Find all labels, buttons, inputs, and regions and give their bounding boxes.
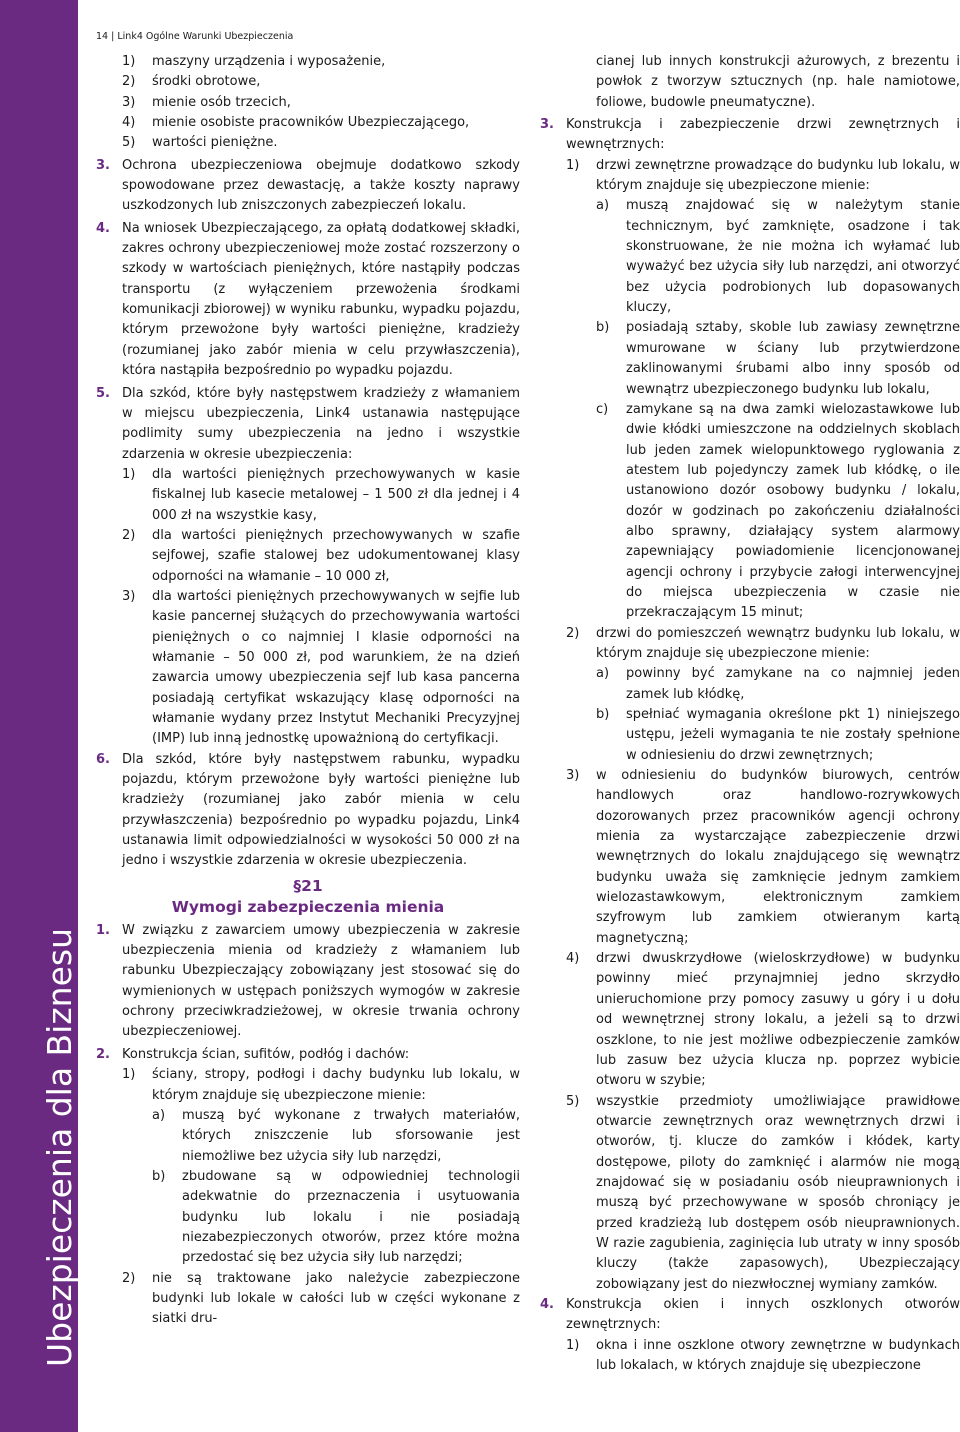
- sidebar-band: [0, 0, 78, 1432]
- paragraph-3: 3. Ochrona ubezpieczeniowa obejmuje dodatkowo szkody spowodowane przez dewastację, a także koszty naprawy uszkodzonych lub zniszczonych zabezpieczeń lokalu.: [96, 157, 520, 214]
- left-column: [96, 52, 520, 1330]
- list-item: 5) wartości pieniężne.: [122, 135, 278, 151]
- page-number: 14: [96, 31, 109, 42]
- list-item: 1) maszyny urządzenia i wyposażenie,: [122, 54, 386, 69]
- list-item: 2) nie są traktowane jako należycie zabezpieczone budynki lub lokale w całości lub w części wykonane z siatki dru-: [122, 1270, 520, 1327]
- paragraph-5-list: [96, 465, 520, 750]
- section-2-list: [96, 1065, 520, 1329]
- list-item: 3) dla wartości pieniężnych przechowywanych w sejfie lub kasie pancernej służących do przechowywania wartości pieniężnych o co najmniej I klasie odporności na włamanie – 50 000 zł, pod warunkiem, że na dzień zawarcia umowy ubezpieczenia sejf lub kasa pancerna posiadają certyfikat wskazujący klasę odporności na włamanie wydany przez Instytut Mechaniki Precyzyjnej (IMP) lub inną jednostkę upoważnioną do certyfikacji.: [122, 588, 520, 747]
- sub-list-item: b) zbudowane są w odpowiedniej technologii adekwatnie do przeznaczenia i usytuowania budynku lub lokalu i nie posiadają niezabezpieczonych otworów, przez które można przedostać się bez użycia siły lub narzędzi;: [152, 1168, 520, 1266]
- right-column: [540, 52, 960, 1376]
- sub-list-item: b) spełniać wymagania określone pkt 1) niniejszego ustępu, jeżeli wymagania te nie zostały spełnione w odniesieniu do drzwi zewnętrznych;: [596, 707, 960, 763]
- section-3-list: [540, 156, 960, 1295]
- sub-list: [566, 196, 960, 623]
- section-number: §21: [293, 876, 323, 895]
- paragraph-4: 4. Na wniosek Ubezpieczającego, za opłatą dodatkowej składki, zakres ochrony ubezpieczeniowej może zostać rozszerzony o szkody w wartościach pieniężnych, które nastąpiły podczas transportu (z wyłączeniem przewożenia środkami komunikacji zbiorowej) w wyniku rabunku, wypadku pojazdu, którym przewożone były wartości pieniężne, kradzieży (rozumianej jako zabór mienia w celu przywłaszczenia), która nastąpiła bezpośrednio po wypadku pojazdu.: [96, 220, 520, 379]
- list-item: 1) drzwi zewnętrzne prowadzące do budynku lub lokalu, w którym znajduje się ubezpieczone mienie:: [566, 157, 960, 194]
- top-list: [96, 52, 520, 154]
- list-item: 2) środki obrotowe,: [122, 74, 261, 90]
- list-item: 2) dla wartości pieniężnych przechowywanych w szafie sejfowej, szafie stalowej bez udokumentowanej klasy odporności na włamanie – 10 000 zł,: [122, 527, 520, 584]
- list-item: 5) wszystkie przedmioty umożliwiające prawidłowe otwarcie zewnętrznych oraz wewnętrznych drzwi i otworów, tj. klucze do zamków i kłódek, karty dostępowe, piloty do zamknięć i alarmów nie mogą znajdować się w posiadaniu osób nieuprawnionych i muszą być przechowywane w sposób chroniący je przed kradzieżą lub dostępem osób nieuprawnionych. W razie zagubienia, zaginięcia lub utraty w inny sposób kluczy (także zapasowych), Ubezpieczający zobowiązany jest do niezwłocznej wymiany zamków.: [566, 1093, 960, 1292]
- section-paragraph-4: 4. Konstrukcja okien i innych oszklonych otworów zewnętrznych:: [540, 1296, 960, 1333]
- section-4-list: [540, 1336, 960, 1377]
- sub-list-item: a) muszą być wykonane z trwałych materiałów, których zniszczenie lub sforsowanie jest niemożliwe bez użycia siły lub narzędzi,: [152, 1107, 520, 1164]
- sub-list: [566, 664, 960, 766]
- sub-list-item: a) powinny być zamykane na co najmniej jeden zamek lub kłódkę,: [596, 666, 960, 702]
- sub-list: [122, 1106, 520, 1269]
- paragraph-6: 6. Dla szkód, które były następstwem rabunku, wypadku pojazdu, którym przewożone były wartości pieniężne lub kradzieży (rozumianej jako zabór mienia w celu przywłaszczenia) bezpośrednio po wypadku pojazdu, Link4 ustanawia limit odpowiedzialności w wysokości 50 000 zł na jedno i wszystkie zdarzenia w okresie ubezpieczenia.: [96, 751, 520, 869]
- list-item: 1) okna i inne oszklone otwory zewnętrzne w budynkach lub lokalach, w których znajduje się ubezpieczone: [566, 1337, 960, 1373]
- section-title: Wymogi zabezpieczenia mienia: [171, 897, 445, 916]
- section-paragraph-2: 2. Konstrukcja ścian, sufitów, podłóg i dachów:: [96, 1046, 410, 1062]
- list-item: 4) mienie osobiste pracowników Ubezpieczającego,: [122, 115, 470, 131]
- page-header: [96, 31, 293, 42]
- list-item: 3) w odniesieniu do budynków biurowych, centrów handlowych oraz handlowo-rozrywkowych dozorowanych przez pracowników agencji ochrony mienia za wystarczające zabezpieczenie drzwi wewnętrznych do lokalu znajdującego się wewnątrz budynku uważa się zamknięcie jednym zamkiem wielozastawkowym, elektronicznym zamkiem szyfrowym lub zamkiem otwieranym kartą magnetyczną;: [566, 768, 960, 946]
- list-item: 1) dla wartości pieniężnych przechowywanych w kasie fiskalnej lub kasecie metalowej – 1 500 zł dla jednej i 4 000 zł na wszystkie kasy,: [122, 466, 520, 523]
- list-item: 3) mienie osób trzecich,: [122, 94, 291, 110]
- list-item: 2) drzwi do pomieszczeń wewnątrz budynku lub lokalu, w którym znajduje się ubezpieczone mienie:: [566, 625, 960, 661]
- sidebar-title: Ubezpieczenia dla Biznesu: [40, 928, 79, 1367]
- list-item: 4) drzwi dwuskrzydłowe (wieloskrzydłowe) w budynku powinny mieć przynajmniej jedno skrzydło unieruchomione przy pomocy zasuwy u góry i u dołu od wewnętrznej strony lokalu, a jeżeli są to drzwi oszklone, to nie jest możliwe odbezpieczenie zamków lub zasuw bez użycia klucza np. poprzez wybicie otworu w szybie;: [566, 951, 960, 1089]
- section-paragraph-3: 3. Konstrukcja i zabezpieczenie drzwi zewnętrznych i wewnętrznych:: [540, 117, 960, 153]
- sub-list-item: b) posiadają sztaby, skoble lub zawiasy zewnętrzne wmurowane w ściany lub przytwierdzone zaklinowanymi śrubami albo inny sposób od wewnątrz ubezpieczonego budynku lub lokalu,: [596, 320, 960, 397]
- sub-list-item: c) zamykane są na dwa zamki wielozastawkowe lub dwie kłódki umieszczone na oddzielnych skoblach lub jeden zamek wielopunktowego ryglowania z atestem lub pojedynczy zamek lub kłódkę, o ile ustanowiono dozór osobowy budynku / lokalu, dozór w godzinach po zakończeniu działalności albo sprawny, działający system alarmowy zapewniający powiadomienie licencjonowanej agencji ochrony i przybycie załogi interwencyjnej do miejsca ubezpieczenia w czasie nie przekraczającym 15 minut;: [596, 401, 960, 621]
- continued-text: cianej lub innych konstrukcji ażurowych, z brezentu i powłok z tworzyw sztucznych (np. hale namiotowe, foliowe, budowle pneumatyczne).: [596, 54, 960, 110]
- header-separator: |: [111, 31, 115, 42]
- list-item: 1) ściany, stropy, podłogi i dachy budynku lub lokalu, w którym znajduje się ubezpieczone mienie:: [122, 1067, 520, 1103]
- document-title: Link4 Ogólne Warunki Ubezpieczenia: [117, 31, 294, 42]
- section-paragraph-1: 1. W związku z zawarciem umowy ubezpieczenia w zakresie ubezpieczenia mienia od kradzieży z włamaniem lub rabunku Ubezpieczający zobowiązany jest stosować się do wymienionych w ustępach poniższych wymogów w zakresie ochrony przeciwkradzieżowej, w okresie trwania ochrony ubezpieczeniowej.: [96, 922, 520, 1040]
- sub-list-item: a) muszą znajdować się w należytym stanie technicznym, być zamknięte, osadzone i tak skonstruowane, że nie można ich wyłamać lub wyważyć bez użycia siły lub narzędzi, ani otworzyć bez użycia podrobionych lub dopasowanych kluczy,: [596, 198, 960, 316]
- paragraph-5: 5. Dla szkód, które były następstwem kradzieży z włamaniem w miejscu ubezpieczenia, Link4 ustanawia następujące podlimity sumy ubezpieczenia na jedno i wszystkie zdarzenia w okresie ubezpieczenia:: [96, 385, 520, 462]
